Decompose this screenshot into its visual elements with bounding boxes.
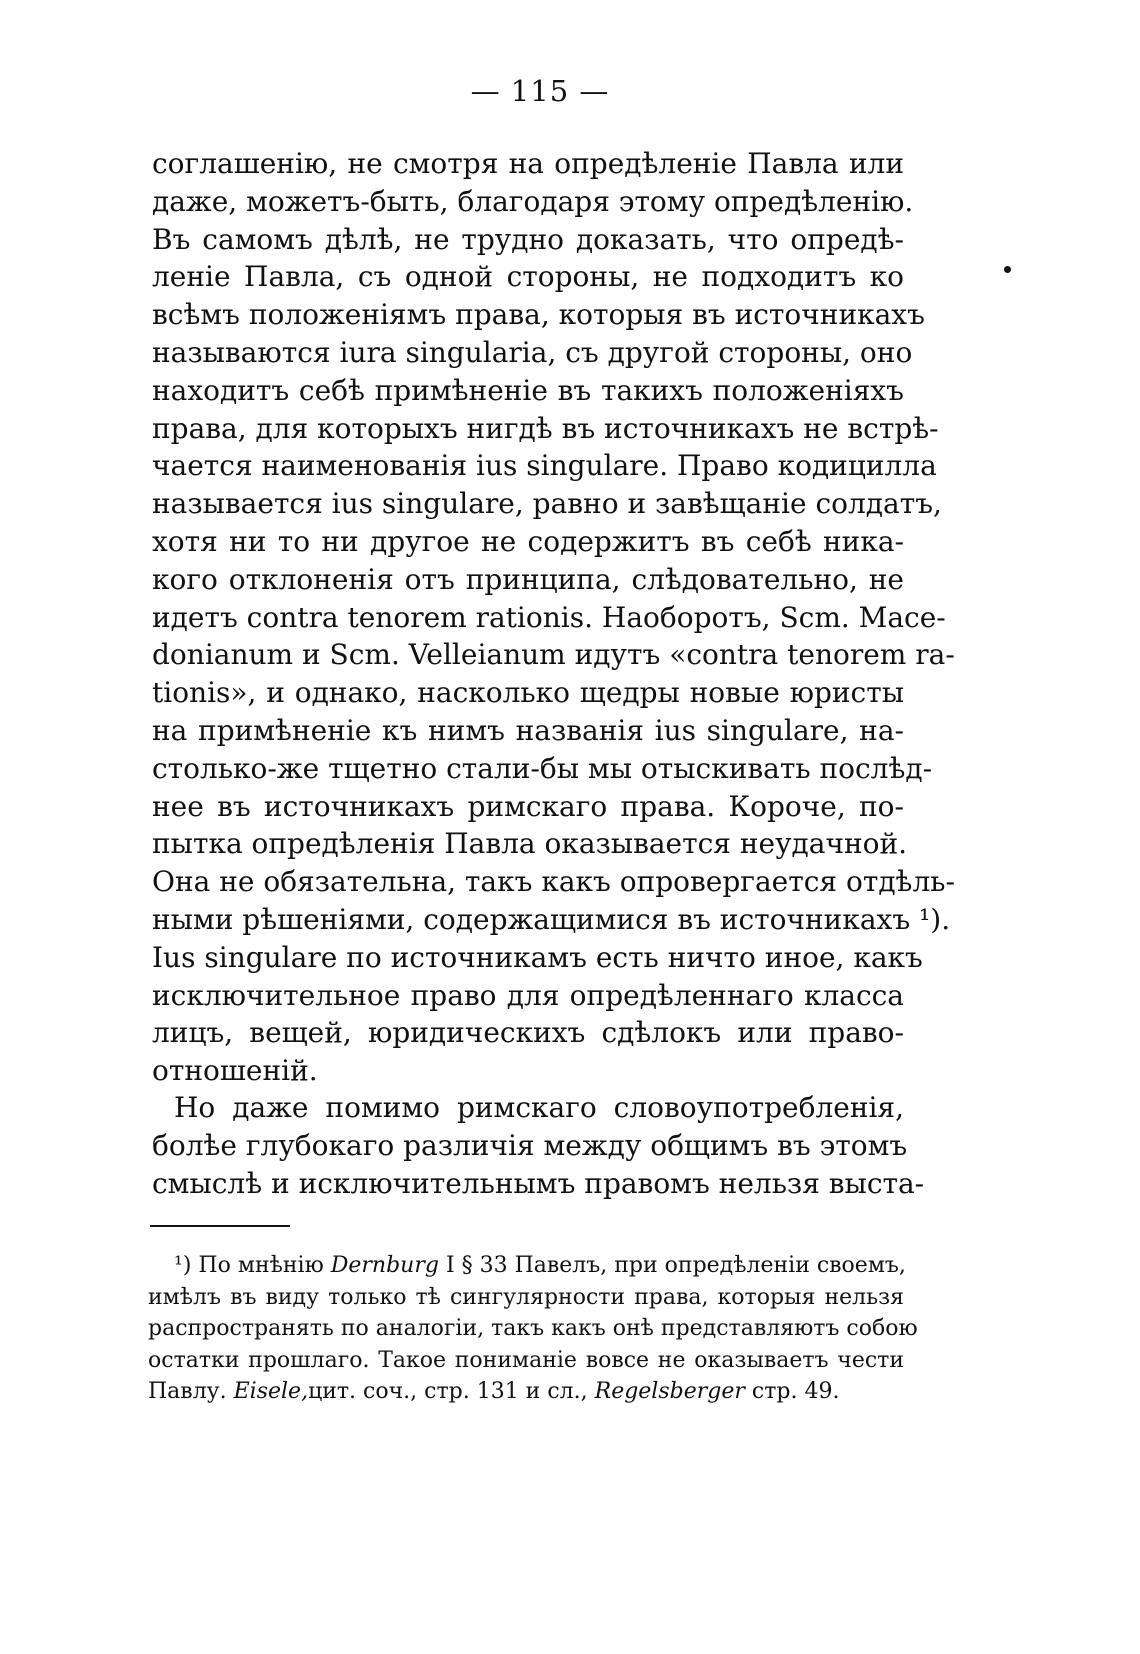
author-name: Dernburg — [330, 1253, 439, 1278]
text-line: называются iura singularia, съ другой стороны, оно — [152, 335, 913, 369]
text-line: donianum и Scm. Velleianum идутъ «contra tenorem ra- — [152, 638, 955, 672]
text-line: пытка опредѣленія Павла оказывается неудачной. — [152, 827, 908, 861]
text-segment: Павлу. — [148, 1379, 227, 1404]
footnote-line — [148, 1376, 904, 1408]
text-line: нее въ источникахъ римскаго права. Короче, по- — [152, 789, 904, 823]
text-line: болѣе глубокаго различія между общимъ въ этомъ — [152, 1128, 908, 1162]
text-line: исключительное право для опредѣленнаго класса — [152, 978, 904, 1012]
text-segment: ными рѣшеніями, содержащимися въ источникахъ — [152, 902, 911, 936]
text-segment: цит. соч., стр. 131 и сл., — [308, 1379, 588, 1404]
text-line: соглашенію, не смотря на опредѣленіе Павла или — [152, 147, 904, 180]
footnote-line: имѣлъ въ виду только тѣ сингулярности права, которыя нельзя — [148, 1284, 904, 1310]
author-name: Regelsberger — [594, 1379, 745, 1404]
footnote-marker: ¹) — [174, 1253, 192, 1278]
footnote-line: распространять по аналогіи, такъ какъ онѣ представляютъ собою — [148, 1316, 918, 1341]
text-line: кого отклоненія отъ принципа, слѣдовательно, не — [152, 562, 904, 596]
text-line: Она не обязательна, такъ какъ опровергается отдѣль- — [152, 865, 955, 899]
text-line: хотя ни то ни другое не содержитъ въ себѣ ника- — [152, 524, 904, 558]
text-line: столько-же тщетно стали-бы мы отыскивать послѣд- — [152, 751, 933, 785]
text-line: даже, можетъ-быть, благодаря этому опредѣленію. — [152, 184, 914, 218]
text-segment: I § 33 Павелъ, при опредѣленіи своемъ, — [445, 1253, 906, 1278]
text-line-with-footnote — [152, 901, 951, 939]
text-segment: стр. 49. — [751, 1379, 840, 1404]
text-line: леніе Павла, съ одной стороны, не подходитъ ко — [152, 260, 904, 294]
author-name: Eisele, — [233, 1379, 309, 1404]
text-line: права, для которыхъ нигдѣ въ источникахъ не встрѣ- — [152, 411, 939, 445]
footnote — [148, 1250, 918, 1408]
text-line: всѣмъ положеніямъ права, которыя въ источникахъ — [152, 298, 925, 332]
text-line: tionis», и однако, насколько щедры новые юристы — [152, 676, 904, 710]
text-line: идетъ contra tenorem rationis. Наоборотъ, Scm. Mace- — [152, 600, 946, 634]
text-line: Въ самомъ дѣлѣ, не трудно доказать, что опредѣ- — [152, 222, 904, 256]
text-line: смыслѣ и исключительнымъ правомъ нельзя выста- — [152, 1166, 925, 1200]
text-line: Ius singulare по источникамъ есть ничто иное, какъ — [152, 940, 923, 974]
paragraph-1 — [152, 145, 955, 1090]
footnote-line: остатки прошлаго. Такое пониманіе вовсе не оказываетъ чести — [148, 1347, 904, 1373]
footnote-divider — [150, 1225, 290, 1227]
text-line: лицъ, вещей, юридическихъ сдѣлокъ или право- — [152, 1016, 904, 1050]
paragraph-2 — [152, 1089, 925, 1202]
text-segment: По мнѣнію — [198, 1253, 324, 1278]
text-line: называется ius singulare, равно и завѣщаніе солдатъ, — [152, 487, 942, 521]
margin-dot — [1004, 266, 1011, 273]
page-number: — 115 — — [470, 74, 610, 108]
text-line: Но даже помимо римскаго словоупотребленія, — [174, 1091, 904, 1124]
text-line: находитъ себѣ примѣненіе въ такихъ положеніяхъ — [152, 373, 904, 407]
text-line: отношеній. — [152, 1054, 318, 1088]
text-line: на примѣненіе къ нимъ названія ius singulare, на- — [152, 713, 904, 747]
footnote-reference: ¹). — [919, 902, 951, 936]
text-line: чается наименованія ius singulare. Право кодицилла — [152, 449, 937, 483]
footnote-line — [148, 1250, 904, 1282]
